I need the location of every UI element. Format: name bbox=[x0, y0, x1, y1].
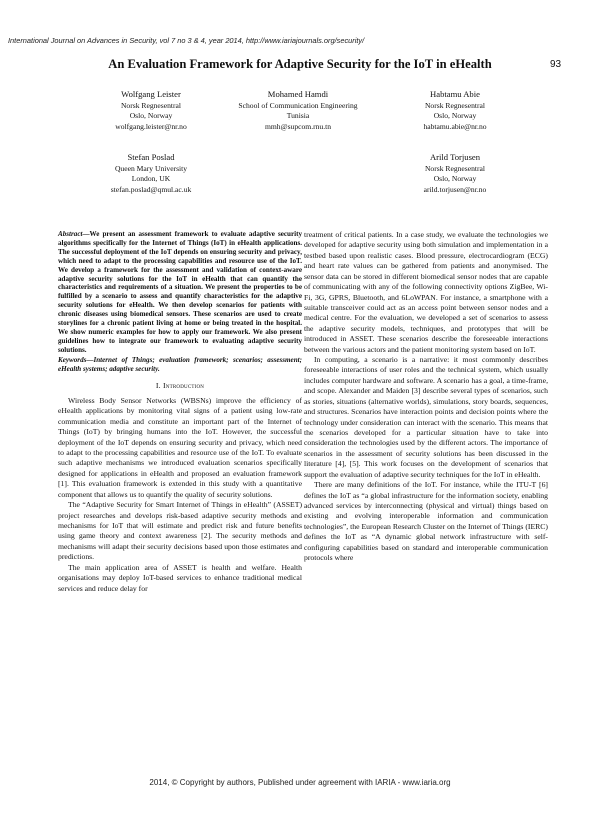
paragraph: The “Adaptive Security for Smart Internet of Things in eHealth” (ASSET) project researches and develops risk-based adaptive security methods and mechanisms for IoT that will estimate and predict risk and future benefits using game theory and context awareness [2]. The security methods and mechanisms will adapt their security decisions based upon those estimates and predictions. bbox=[58, 500, 302, 562]
author-email: habtamu.abie@nr.no bbox=[423, 121, 487, 131]
author-email: mmh@supcom.rnu.tn bbox=[264, 121, 332, 131]
keywords-text: —Internet of Things; evaluation framework; scenarios; assessment; eHealth systems; adaptive security. bbox=[58, 355, 302, 373]
author-name: Stefan Poslad bbox=[127, 152, 175, 162]
paragraph: treatment of critical patients. In a case study, we evaluate the technologies we developed for adaptive security using both simulation and implementation in a testbed based upon realistic cases. Blood pressure, electrocardiogram (ECG) and heart rate values can be gathered from patients and anonymised. The sensor data can be stored in different biomedical sensor nodes that are capable of communicating with any of the following connectivity options ZigBee, Wi-Fi, 3G, GPRS, Bluetooth, and 6LoWPAN. For instance, a smartphone with a suitable transceiver could act as an access point between sensor nodes and a medical centre. For the evaluation, we developed a set of scenarios to assess the adaptive security models, techniques, and prototypes that will be introduced in ASSET. These scenarios describe the foreseeable interactions between the various actors and the patient monitoring system based on IoT. bbox=[304, 230, 548, 354]
paragraph: The main application area of ASSET is health and welfare. Health organisations may deploy IoT-based services to enhance traditional medical services and reduce delay for bbox=[58, 562, 302, 593]
author-affiliation: Norsk Regnesentral bbox=[120, 100, 182, 110]
author-location: Oslo, Norway bbox=[129, 111, 173, 121]
keywords-lead: Keywords bbox=[58, 355, 87, 364]
abstract bbox=[58, 230, 302, 355]
paper-title: An Evaluation Framework for Adaptive Security for the IoT in eHealth bbox=[108, 57, 492, 71]
author-name: Arild Torjusen bbox=[429, 152, 481, 162]
author-affiliation: Queen Mary University bbox=[114, 163, 188, 173]
author-block-4 bbox=[56, 152, 246, 195]
author-block-3 bbox=[360, 89, 550, 132]
author-name: Habtamu Abie bbox=[430, 89, 480, 99]
author-location: Oslo, Norway bbox=[433, 174, 477, 184]
journal-header: International Journal on Advances in Security, vol 7 no 3 & 4, year 2014, http://www.iariajournals.org/security/ bbox=[8, 36, 365, 45]
author-email: wolfgang.leister@nr.no bbox=[115, 121, 187, 131]
author-name: Wolfgang Leister bbox=[121, 89, 181, 99]
author-email: stefan.poslad@qmul.ac.uk bbox=[110, 184, 192, 194]
keywords bbox=[58, 356, 302, 374]
author-location: Tunisia bbox=[286, 111, 310, 121]
abstract-lead: Abstract bbox=[58, 230, 83, 238]
paragraph: There are many definitions of the IoT. For instance, while the ITU-T [6] defines the IoT as “a global infrastructure for the information society, enabling advanced services by interconnecting (physical and virtual) things based on existing and evolving interoperable information and communication technologies”, the European Research Cluster on the Internet of Things (IERC) defines the IoT as “A dynamic global network infrastructure with self-configuring capabilities based on standard and interoperable communication protocols where bbox=[304, 480, 548, 563]
author-location: Oslo, Norway bbox=[433, 111, 477, 121]
author-location: London, UK bbox=[131, 174, 171, 184]
page-number: 93 bbox=[550, 59, 562, 70]
author-affiliation: Norsk Regnesentral bbox=[424, 163, 486, 173]
author-affiliation: School of Communication Engineering bbox=[238, 100, 358, 110]
paragraph: Wireless Body Sensor Networks (WBSNs) improve the efficiency of eHealth applications by monitoring vital signs of a patient using low-rate communication media and constitute an important part of the Internet of Things (IoT) by bringing humans into the IoT. However, the successful deployment of the IoT depends on ensuring security and privacy, which need to adapt to the processing capabilities and resource use of the IoT. To evaluate such adaptive mechanisms we introduced evaluation scenarios specifically designed for applications in eHealth and proposed an evaluation framework [1]. This evaluation framework is extended in this study with a quantitative component that allows us to quantify the quality of security solutions. bbox=[58, 395, 302, 499]
copyright-footer: 2014, © Copyright by authors, Published under agreement with IARIA - www.iaria.org bbox=[149, 778, 451, 787]
section-heading-introduction: I. Introduction bbox=[155, 380, 205, 390]
author-affiliation: Norsk Regnesentral bbox=[424, 100, 486, 110]
paragraph: In computing, a scenario is a narrative: it most commonly describes foreseeable interactions of user roles and the technical system, which usually includes computer hardware and software. A scenario has a goal, a time-frame, and scope. Alexander and Maiden [3] describe several types of scenarios, such as stories, situations (alternative worlds), simulations, story boards, sequences, and structures. Scenarios have interaction points and decision points where the technology under consideration can interact with the scenario. This means that the scenarios developed for a particular situation have to take into consideration the technologies used by the different actors. The importance of scenarios in the assessment of security solutions has been discussed in the literature [4], [5]. This work focuses on the development of scenarios that support the evaluation of adaptive security techniques for the IoT in eHealth. bbox=[304, 355, 548, 479]
abstract-text: —We present an assessment framework to evaluate adaptive security algorithms specifically for the Internet of Things (IoT) in eHealth applications. The successful deployment of the IoT depends on ensuring security and privacy, which need to adapt to the processing capabilities and resource use of the IoT. We develop a framework for the assessment and validation of context-aware adaptive security solutions for the IoT in eHealth that can quantify the characteristics and requirements of a situation. We present the properties to be fulfilled by a scenario to assess and quantify characteristics for the adaptive security solutions for eHealth. We then develop scenarios for patients with chronic diseases using biomedical sensors. These scenarios are used to create storylines for a chronic patient living at home or being treated in the hospital. We show numeric examples for how to apply our framework. We also present guidelines how to integrate our framework to evaluating adaptive security solutions. bbox=[58, 230, 302, 354]
right-column bbox=[304, 230, 548, 564]
author-name: Mohamed Hamdi bbox=[267, 89, 329, 99]
author-email: arild.torjusen@nr.no bbox=[423, 184, 487, 194]
left-column bbox=[58, 230, 302, 594]
author-block-5 bbox=[360, 152, 550, 195]
